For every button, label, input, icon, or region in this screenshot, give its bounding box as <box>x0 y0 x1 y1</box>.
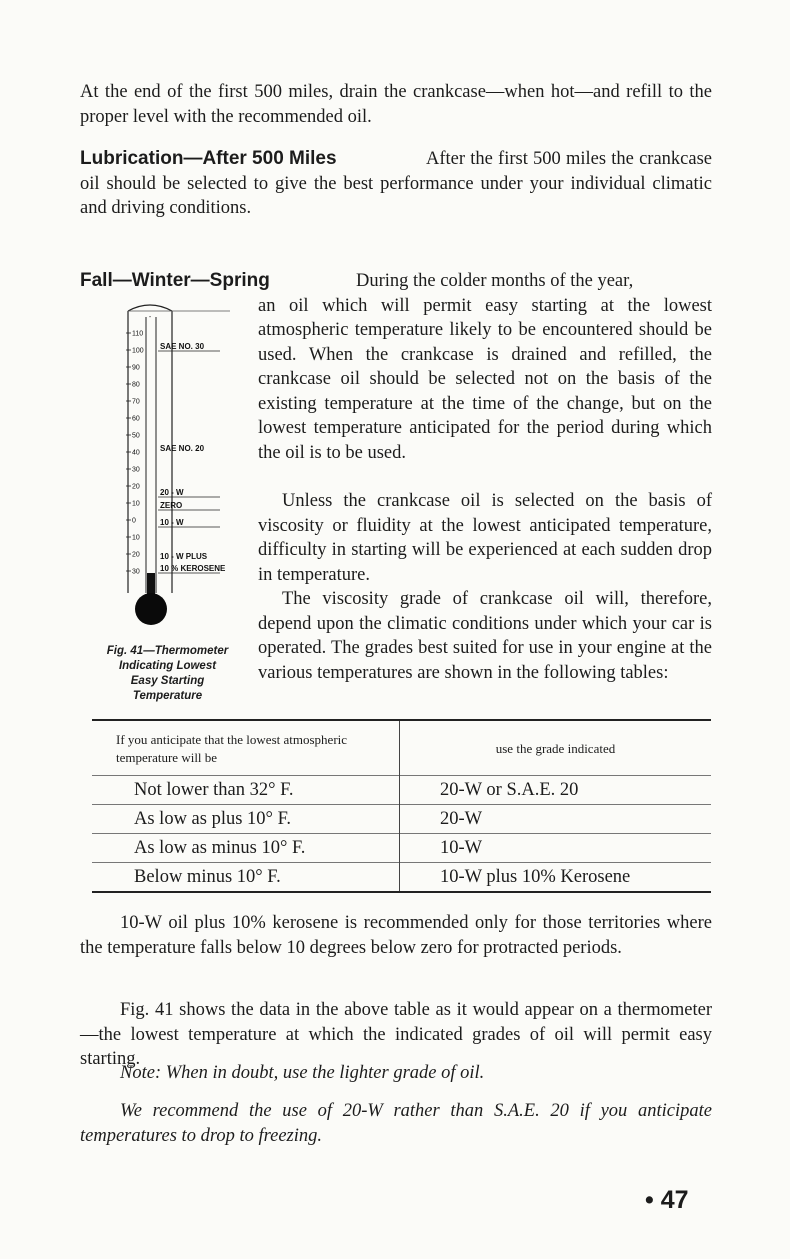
fall-paragraph-2: Unless the crankcase oil is selected on the basis of viscosity or fluidity at the lowest anticipated temperature, difficulty in starting will be experienced at each sudden drop in temperature. <box>258 491 712 585</box>
table-cell-temperature: Below minus 10° F. <box>92 863 400 893</box>
thermometer-scale-label: 70 <box>132 398 140 406</box>
thermometer-scale-label: 20 <box>132 551 140 559</box>
table-cell-grade: 20-W or S.A.E. 20 <box>400 776 712 805</box>
thermometer-bulb <box>135 593 167 625</box>
section-lubrication <box>80 147 712 221</box>
table-row <box>92 834 711 863</box>
thermometer-scale-label: 20 <box>132 483 140 491</box>
thermometer-grade-label: SAE NO. 30 <box>160 342 205 351</box>
figure-reference-paragraph: Fig. 41 shows the data in the above table as it would appear on a thermometer—the lowest temperature at which the indicated grades of oil will permit easy starting. <box>80 1000 712 1069</box>
fall-paragraph-1-body: an oil which will permit easy starting at the lowest atmospheric temperature likely to be encountered should be used. When the crankcase is drained and refilled, the crankcase oil should be selected not on the basis of the existing temperature at the time of the change, but on the lowest temperature anticipated for the period during which the oil is to be used. <box>258 295 712 463</box>
table-header-row <box>92 720 711 776</box>
table-cell-temperature: As low as plus 10° F. <box>92 805 400 834</box>
thermometer-scale-label: 110 <box>132 330 144 338</box>
thermometer-scale-label: 30 <box>132 466 140 474</box>
thermometer-scale-label: 40 <box>132 449 140 457</box>
page-number: • 47 <box>645 1186 689 1214</box>
table-cell-temperature: Not lower than 32° F. <box>92 776 400 805</box>
table-cell-grade: 10-W <box>400 834 712 863</box>
thermometer-grade-label: 10 % KEROSENE <box>160 564 226 573</box>
thermometer-scale-label: 50 <box>132 432 140 440</box>
thermometer-figure <box>120 303 230 633</box>
thermometer-grade-label: ZERO <box>160 501 183 510</box>
svg-text:-: - <box>148 314 152 321</box>
fall-paragraph-1 <box>356 269 712 294</box>
note-paragraph: Note: When in doubt, use the lighter grade of oil. <box>120 1063 485 1083</box>
table-row <box>92 805 711 834</box>
thermometer-scale-label: 90 <box>132 364 140 372</box>
recommendation-paragraph: We recommend the use of 20-W rather than S.A.E. 20 if you anticipate temperatures to drop to freezing. <box>80 1101 712 1146</box>
thermometer-scale-label: 10 <box>132 534 140 542</box>
thermometer-grade-label: 10 - W PLUS <box>160 552 208 561</box>
intro-paragraph: At the end of the first 500 miles, drain the crankcase—when hot—and refill to the proper level with the recommended oil. <box>80 82 712 127</box>
figure-caption <box>80 644 255 704</box>
fall-paragraph-1-lead: During the colder months of the year, <box>356 271 634 291</box>
kerosene-paragraph: 10-W oil plus 10% kerosene is recommended only for those territories where the temperature falls below 10 degrees below zero for protracted periods. <box>80 913 712 958</box>
thermometer-scale-label: 100 <box>132 347 144 355</box>
thermometer-scale-label: 30 <box>132 568 140 576</box>
figure-caption-line: Fig. 41—Thermometer <box>106 645 229 657</box>
table-row <box>92 863 711 893</box>
figure-caption-line: Indicating Lowest <box>118 660 217 672</box>
table-row <box>92 776 711 805</box>
thermometer-grade-label: 20 - W <box>160 488 184 497</box>
section-heading-fall: Fall—Winter—Spring <box>80 270 270 291</box>
thermometer-grade-label: 10 - W <box>160 518 184 527</box>
table-cell-grade: 20-W <box>400 805 712 834</box>
thermometer-grade-label: SAE NO. 20 <box>160 444 205 453</box>
section-heading-lubrication: Lubrication—After 500 Miles <box>80 148 337 169</box>
table-cell-grade: 10-W plus 10% Kerosene <box>400 863 712 893</box>
thermometer-scale-label: 10 <box>132 500 140 508</box>
thermometer-scale-label: 80 <box>132 381 140 389</box>
section-text-lubrication: After the first 500 miles the crankcase oil should be selected to give the best performance under your individual climatic and driving conditions. <box>80 149 712 218</box>
figure-caption-line: Temperature <box>132 690 203 702</box>
thermometer-scale-label: 60 <box>132 415 140 423</box>
figure-caption-line: Easy Starting <box>130 675 205 687</box>
thermometer-scale-label: 0 <box>132 517 136 525</box>
table-header-grade: use the grade indicated <box>495 741 616 756</box>
table-header-temperature: If you anticipate that the lowest atmospheric temperature will be <box>92 720 400 776</box>
table-cell-temperature: As low as minus 10° F. <box>92 834 400 863</box>
fall-paragraph-3: The viscosity grade of crankcase oil will, therefore, depend upon the climatic conditions under which your car is operated. The grades best suited for use in your engine at the various temperatures are shown in the following tables: <box>258 589 712 683</box>
oil-grade-table <box>92 719 711 893</box>
